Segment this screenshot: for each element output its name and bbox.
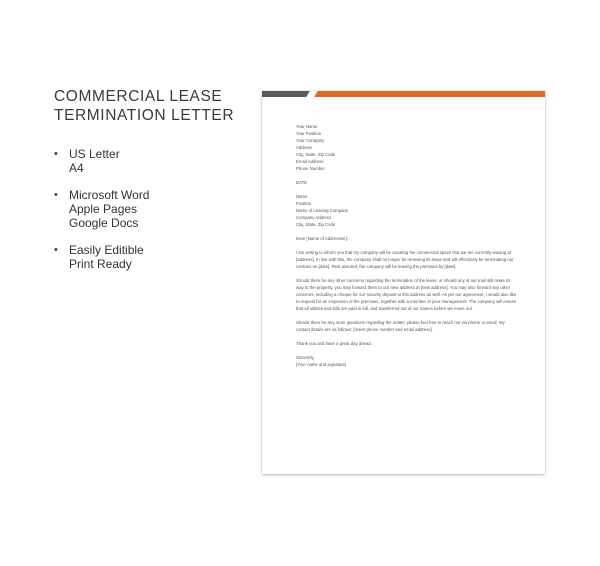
spacer [296,242,518,249]
signature: [Your name and signature] [296,362,347,367]
template-title [54,87,254,125]
recipient-address: Company Address [296,215,332,220]
header-band [262,91,545,97]
recipient-block [296,193,518,228]
bullet-icon: • [54,189,58,201]
sender-phone: Phone Number [296,166,325,171]
feature-line: Google Docs [69,216,139,230]
spacer [296,186,518,193]
sender-email: Email Address [296,159,324,164]
feature-apps [54,188,254,230]
letter-body [296,123,518,368]
sender-address: Address [296,145,312,150]
feature-line: Easily Editible [69,243,144,257]
feature-line: US Letter [69,147,120,161]
feature-line: Apple Pages [69,202,138,216]
paragraph-2: Should there be any other concerns regarding the termination of the lease, or should any of our mail still make its way to the property, you may forward them to our new address at [new address]. You may also forward any other concerns, including a cheque for our security deposit to this address as well. As per our agreement, I would also like to request for an inspection of the premises, together with a member of your management. The company will ensure that all utilities and bills are paid in full, and transferred out of our names before we move out. [296,278,517,311]
header-band-grey [262,91,311,97]
spacer [296,347,518,354]
feature-list [54,147,254,271]
spacer [296,312,518,319]
spacer [296,333,518,340]
recipient-name: Name [296,194,308,199]
sender-company: Your Company [296,138,325,143]
recipient-position: Position [296,201,312,206]
spacer [296,228,518,235]
recipient-city: City, State, Zip Code [296,222,336,227]
paragraph-4: Thank you and have a great day ahead. [296,341,372,346]
feature-line: Print Ready [69,257,132,271]
feature-formats [54,147,254,175]
closing: Sincerely, [296,355,315,360]
bullet-icon: • [54,148,58,160]
header-band-orange [314,91,545,97]
paragraph-1: I am writing to inform you that my company will be vacating the commercial space that we are currently leasing at [address]. In line with this, the company shall no longer be renewing its lease and will effectively be terminating our contract on [date]. Rest assured, the company will be leaving the premises by [date]. [296,250,514,269]
title-line-1: COMMERCIAL LEASE [54,88,223,105]
sender-city: City, State, Zip Code [296,152,336,157]
feature-line: A4 [69,161,84,175]
sender-block [296,123,518,172]
recipient-company: Name of Leasing Company [296,208,349,213]
feature-editing [54,243,254,271]
spacer [296,172,518,179]
bullet-icon: • [54,244,58,256]
feature-line: Microsoft Word [69,188,150,202]
salutation: Dear [Name of Addressee]: [296,236,348,241]
template-info-panel [54,87,254,284]
letter-date: DATE [296,180,308,185]
sender-name: Your Name [296,124,318,129]
sender-position: Your Position [296,131,322,136]
letter-preview [262,91,545,474]
spacer [296,270,518,277]
paragraph-3: Should there be any more questions regarding the matter, please feel free to reach me via phone or email. My contact details are as follows: [Insert phone number and email address]. [296,320,505,332]
title-line-2: TERMINATION LETTER [54,107,235,124]
